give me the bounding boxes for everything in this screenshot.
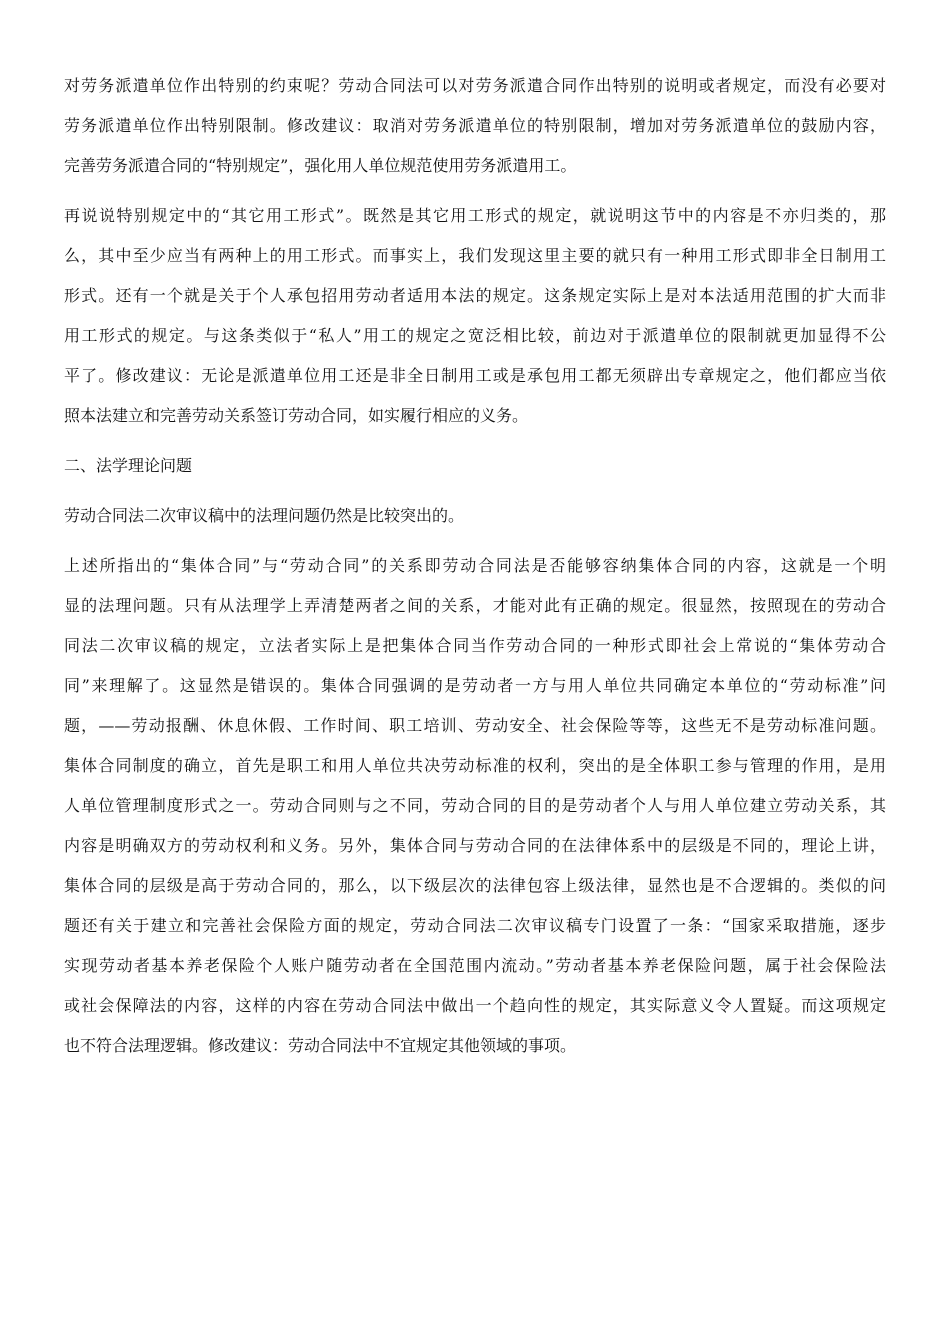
text-line: 劳务派遣单位作出特别限制。修改建议：取消对劳务派遣单位的特别限制，增加对劳务派遣单位的鼓励内容， [64,116,886,135]
paragraph-other-employment-forms [64,196,886,436]
text-line: 题，——劳动报酬、休息休假、工作时间、职工培训、劳动安全、社会保险等等，这些无不是劳动标准问题。 [64,716,886,735]
text-line: 集体合同制度的确立，首先是职工和用人单位共决劳动标准的权利，突出的是全体职工参与管理的作用，是用 [64,756,886,775]
section-heading-text: 二、法学理论问题 [64,456,193,475]
text-line: 人单位管理制度形式之一。劳动合同则与之不同，劳动合同的目的是劳动者个人与用人单位建立劳动关系，其 [64,796,886,815]
paragraph-labor-dispatch-suggestion [64,66,886,186]
text-line: 同”来理解了。这显然是错误的。集体合同强调的是劳动者一方与用人单位共同确定本单位的“劳动标准”问 [64,676,886,695]
document-body [64,66,886,1066]
text-line: 用工形式的规定。与这条类似于“私人”用工的规定之宽泛相比较，前边对于派遣单位的限制就更加显得不公 [64,326,886,345]
text-line: 集体合同的层级是高于劳动合同的，那么，以下级层次的法律包容上级法律，显然也是不合逻辑的。类似的问 [64,876,886,895]
text-line: 也不符合法理逻辑。修改建议：劳动合同法中不宜规定其他领域的事项。 [64,1036,577,1055]
text-line: 照本法建立和完善劳动关系签订劳动合同，如实履行相应的义务。 [64,406,529,425]
text-line: 平了。修改建议：无论是派遣单位用工还是非全日制用工或是承包用工都无须辟出专章规定之，他们都应当依 [64,366,886,385]
text-line: 再说说特别规定中的“其它用工形式”。既然是其它用工形式的规定，就说明这节中的内容是不亦归类的，那 [64,206,886,225]
text-line: 形式。还有一个就是关于个人承包招用劳动者适用本法的规定。这条规定实际上是对本法适用范围的扩大而非 [64,286,886,305]
paragraph-gap [64,186,886,196]
paragraph-gap [64,536,886,546]
text-line: 么，其中至少应当有两种上的用工形式。而事实上，我们发现这里主要的就只有一种用工形式即非全日制用工 [64,246,886,265]
paragraph-collective-contract-analysis [64,546,886,1066]
text-line: 上述所指出的“集体合同”与“劳动合同”的关系即劳动合同法是否能够容纳集体合同的内容，这就是一个明 [64,556,886,575]
paragraph-gap [64,486,886,496]
text-line: 实现劳动者基本养老保险个人账户随劳动者在全国范围内流动。”劳动者基本养老保险问题，属于社会保险法 [64,956,886,975]
text-line: 同法二次审议稿的规定，立法者实际上是把集体合同当作劳动合同的一种形式即社会上常说的“集体劳动合 [64,636,886,655]
text-line: 题还有关于建立和完善社会保险方面的规定，劳动合同法二次审议稿专门设置了一条：“国家采取措施，逐步 [64,916,886,935]
text-line: 完善劳务派遣合同的“特别规定”，强化用人单位规范使用劳务派遣用工。 [64,156,577,175]
text-line: 显的法理问题。只有从法理学上弄清楚两者之间的关系，才能对此有正确的规定。很显然，按照现在的劳动合 [64,596,886,615]
section-heading [64,446,886,486]
text-line: 或社会保障法的内容，这样的内容在劳动合同法中做出一个趋向性的规定，其实际意义令人置疑。而这项规定 [64,996,886,1015]
text-line: 劳动合同法二次审议稿中的法理问题仍然是比较突出的。 [64,506,465,525]
text-line: 对劳务派遣单位作出特别的约束呢？劳动合同法可以对劳务派遣合同作出特别的说明或者规定，而没有必要对 [64,76,886,95]
paragraph-gap [64,436,886,446]
paragraph-legal-theory-intro [64,496,886,536]
text-line: 内容是明确双方的劳动权利和义务。另外，集体合同与劳动合同的在法律体系中的层级是不同的，理论上讲， [64,836,886,855]
